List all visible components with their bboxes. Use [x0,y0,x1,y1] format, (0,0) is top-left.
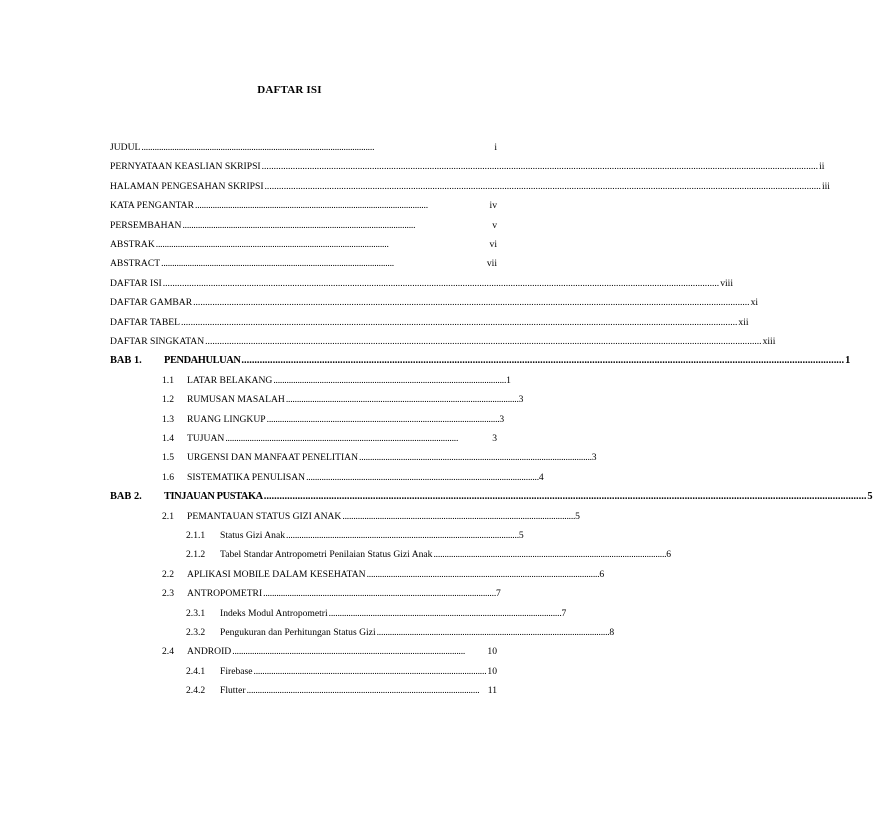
dot-leader [254,665,487,679]
entry-label: ABSTRACT [110,258,161,269]
dot-leader [433,548,665,562]
page-number: 3 [499,414,505,425]
dot-leader [195,199,489,213]
page-number: xi [750,297,759,308]
entry-label: Status Gizi Anak [220,530,286,541]
page-number: 4 [538,472,544,483]
entry-label: Firebase [220,666,253,677]
entry-number: 2.3.1 [186,608,206,619]
page-number: 5 [867,491,873,502]
toc-entry-section[interactable] [162,413,505,427]
page-number: 5 [518,530,524,541]
entry-label: Indeks Modul Antropometri [220,608,328,619]
entry-label: PERNYATAAN KEASLIAN SKRIPSI [110,161,261,172]
entry-label: DAFTAR GAMBAR [110,297,193,308]
entry-number: 2.1.2 [186,549,206,560]
entry-number: 2.1.1 [186,530,206,541]
dot-leader [247,684,487,698]
dot-leader [182,219,491,233]
toc-entry-section[interactable] [162,432,497,446]
page-number: vi [489,239,497,250]
dot-leader [342,510,574,524]
page-number: 3 [591,452,597,463]
dot-leader [181,316,737,330]
page-number: viii [720,278,733,289]
toc-entry-chapter[interactable] [110,354,851,368]
dot-leader [141,141,493,155]
entry-label: TUJUAN [187,433,225,444]
page-number: 5 [575,511,580,522]
toc-entry-section[interactable] [162,587,501,601]
entry-number: 2.3 [162,588,174,599]
entry-label: ANTROPOMETRI [187,588,263,599]
dot-leader [286,529,518,543]
page-number: 6 [666,549,672,560]
page-number: xiii [762,336,776,347]
page-number: xii [738,317,749,328]
entry-label: APLIKASI MOBILE DALAM KESEHATAN [187,569,366,580]
entry-label: URGENSI DAN MANFAAT PENELITIAN [187,452,358,463]
page-number: iii [821,181,830,192]
entry-number: 2.4 [162,646,174,657]
entry-label: KATA PENGANTAR [110,200,195,211]
entry-label: DAFTAR SINGKATAN [110,336,205,347]
page-number: iv [489,200,497,211]
page-number: 3 [492,433,497,444]
page-number: i [494,142,497,153]
toc-entry-front[interactable] [110,141,497,155]
entry-label: Pengukuran dan Perhitungan Status Gizi [220,627,376,638]
entry-number: 2.4.2 [186,685,206,696]
toc-entry-section[interactable] [162,393,524,407]
dot-leader [377,626,609,640]
page-number: 1 [506,375,511,386]
entry-number: 1.3 [162,414,174,425]
toc-entry-front[interactable] [110,160,825,174]
entry-label: RUMUSAN MASALAH [187,394,285,405]
dot-leader [359,451,591,465]
entry-number: 2.4.1 [186,666,206,677]
dot-leader [367,568,599,582]
page-number: ii [819,161,825,172]
entry-number: BAB 2. [110,491,142,502]
toc-entry-subsection[interactable] [186,626,615,640]
toc-entry-section[interactable] [162,471,544,485]
page-title: DAFTAR ISI [257,84,322,96]
page-number: 7 [561,608,567,619]
entry-number: 1.1 [162,375,174,386]
entry-number: BAB 1. [110,355,142,366]
toc-entry-front[interactable] [110,180,830,194]
toc-entry-front[interactable] [110,296,759,310]
page-number: 11 [487,685,497,696]
dot-leader [265,180,821,194]
toc-entry-section[interactable] [162,374,511,388]
dot-leader [232,645,486,659]
page-number: v [492,220,497,231]
dot-leader [225,432,491,446]
entry-number: 1.4 [162,433,174,444]
dot-leader [264,490,867,504]
dot-leader [163,277,719,291]
toc-entry-front[interactable] [110,316,749,330]
toc-entry-section[interactable] [162,568,605,582]
toc-entry-subsection[interactable] [186,529,524,543]
entry-number: 1.6 [162,472,174,483]
entry-label: PENDAHULUAN [164,355,241,366]
page-number: 10 [487,666,497,677]
dot-leader [263,587,495,601]
toc-entry-subsection[interactable] [186,548,672,562]
toc-entry-front[interactable] [110,238,497,252]
entry-label: Flutter [220,685,246,696]
toc-entry-subsection[interactable] [186,665,497,679]
dot-leader [329,607,561,621]
toc-entry-front[interactable] [110,335,776,349]
entry-label: DAFTAR ISI [110,278,162,289]
dot-leader [161,257,486,271]
entry-label: PERSEMBAHAN [110,220,182,231]
entry-label: PEMANTAUAN STATUS GIZI ANAK [187,511,342,522]
page-number: 7 [495,588,501,599]
entry-label: Tabel Standar Antropometri Penilaian Status Gizi Anak [220,549,433,560]
dot-leader [241,354,844,368]
entry-label: HALAMAN PENGESAHAN SKRIPSI [110,181,264,192]
page-number: 10 [487,646,497,657]
dot-leader [273,374,505,388]
toc-entry-chapter[interactable] [110,490,873,504]
entry-number: 1.5 [162,452,174,463]
dot-leader [286,393,518,407]
entry-number: 2.1 [162,511,174,522]
entry-number: 2.3.2 [186,627,206,638]
entry-number: 2.2 [162,569,174,580]
toc-entry-section[interactable] [162,451,597,465]
dot-leader [262,160,818,174]
entry-label: LATAR BELAKANG [187,375,273,386]
entry-label: RUANG LINGKUP [187,414,266,425]
toc-entry-front[interactable] [110,199,497,213]
toc-entry-subsection[interactable] [186,607,567,621]
toc-entry-front[interactable] [110,257,497,271]
page-number: 8 [609,627,615,638]
toc-entry-front[interactable] [110,277,733,291]
page-number: 3 [518,394,524,405]
entry-label: DAFTAR TABEL [110,317,180,328]
entry-label: JUDUL [110,142,141,153]
toc-entry-section[interactable] [162,645,497,659]
toc-entry-front[interactable] [110,219,497,233]
entry-label: TINJAUAN PUSTAKA [164,491,263,502]
page-number: 6 [599,569,605,580]
entry-label: SISTEMATIKA PENULISAN [187,472,306,483]
dot-leader [306,471,538,485]
dot-leader [267,413,499,427]
dot-leader [156,238,489,252]
entry-number: 1.2 [162,394,174,405]
dot-leader [193,296,749,310]
entry-label: ANDROID [187,646,232,657]
entry-label: ABSTRAK [110,239,155,250]
toc-entry-subsection[interactable] [186,684,497,698]
toc-entry-section[interactable] [162,510,580,524]
page-number: vii [486,258,497,269]
page-number: 1 [845,355,851,366]
dot-leader [205,335,761,349]
